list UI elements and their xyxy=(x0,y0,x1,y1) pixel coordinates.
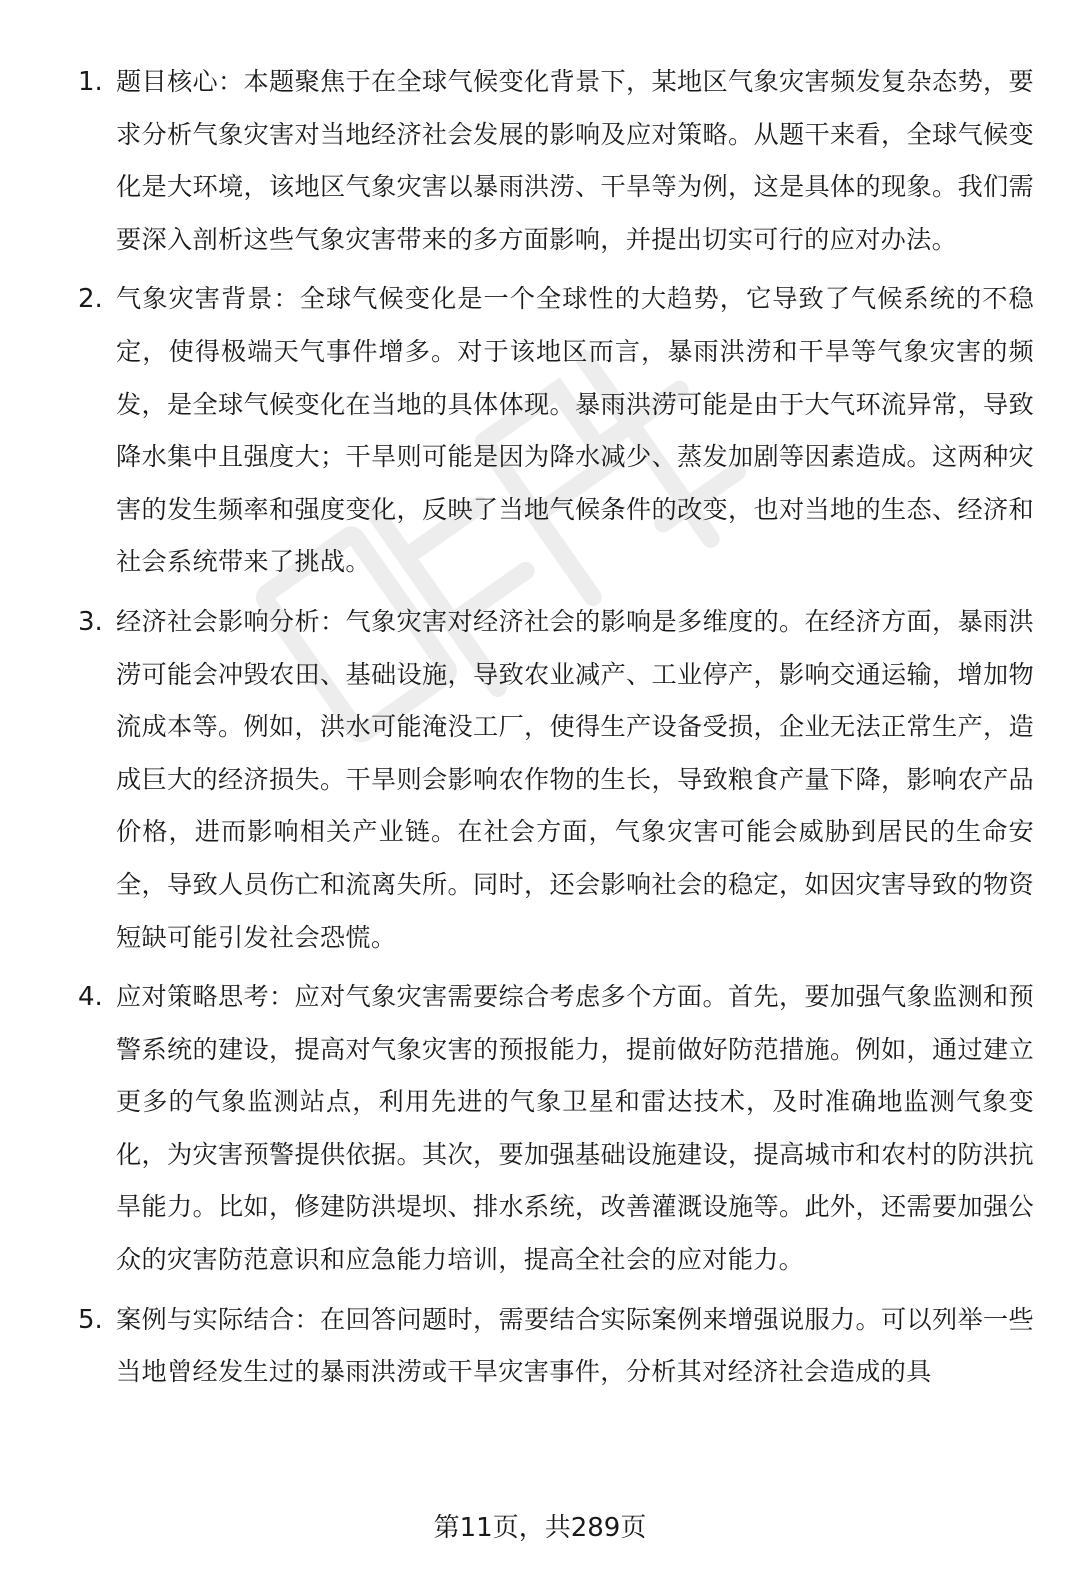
list-item xyxy=(74,273,1034,589)
list-item xyxy=(74,596,1034,964)
list-item-text: 应对策略思考：应对气象灾害需要综合考虑多个方面。首先，要加强气象监测和预警系统的建设，提高对气象灾害的预报能力，提前做好防范措施。例如，通过建立更多的气象监测站点，利用先进的气象卫星和雷达技术，及时准确地监测气象变化，为灾害预警提供依据。其次，要加强基础设施建设，提高城市和农村的防洪抗旱能力。比如，修建防洪堤坝、排水系统，改善灌溉设施等。此外，还需要加强公众的灾害防范意识和应急能力培训，提高全社会的应对能力。 xyxy=(116,982,1034,1275)
list-item-text: 经济社会影响分析：气象灾害对经济社会的影响是多维度的。在经济方面，暴雨洪涝可能会冲毁农田、基础设施，导致农业减产、工业停产，影响交通运输，增加物流成本等。例如，洪水可能淹没工厂，使得生产设备受损，企业无法正常生产，造成巨大的经济损失。干旱则会影响农作物的生长，导致粮食产量下降，影响农产品价格，进而影响相关产业链。在社会方面，气象灾害可能会威胁到居民的生命安全，导致人员伤亡和流离失所。同时，还会影响社会的稳定，如因灾害导致的物资短缺可能引发社会恐慌。 xyxy=(116,606,1034,952)
list-item-number: 3. xyxy=(78,606,103,637)
list-item xyxy=(74,1294,1034,1399)
list-item-text: 案例与实际结合：在回答问题时，需要结合实际案例来增强说服力。可以列举一些当地曾经发生过的暴雨洪涝或干旱灾害事件，分析其对经济社会造成的具 xyxy=(116,1304,1034,1387)
list-item-text: 气象灾害背景：全球气候变化是一个全球性的大趋势，它导致了气候系统的不稳定，使得极端天气事件增多。对于该地区而言，暴雨洪涝和干旱等气象灾害的频发，是全球气候变化在当地的具体体现。暴雨洪涝可能是由于大气环流异常，导致降水集中且强度大；干旱则可能是因为降水减少、蒸发加剧等因素造成。这两种灾害的发生频率和强度变化，反映了当地气候条件的改变，也对当地的生态、经济和社会系统带来了挑战。 xyxy=(116,284,1034,577)
list-item-number: 4. xyxy=(78,982,103,1013)
list-item-number: 1. xyxy=(78,67,103,97)
list-item-text: 题目核心：本题聚焦于在全球气候变化背景下，某地区气象灾害频发复杂态势，要求分析气象灾害对当地经济社会发展的影响及应对策略。从题干来看，全球气候变化是大环境，该地区气象灾害以暴雨洪涝、干旱等为例，这是具体的现象。我们需要深入剖析这些气象灾害带来的多方面影响，并提出切实可行的应对办法。 xyxy=(116,67,1034,254)
numbered-list xyxy=(74,56,1034,1406)
page-number: 第11页，共289页 xyxy=(433,1513,647,1543)
list-item xyxy=(74,56,1034,266)
list-item xyxy=(74,971,1034,1287)
list-item-number: 5. xyxy=(78,1304,103,1335)
list-item-number: 2. xyxy=(78,284,103,315)
